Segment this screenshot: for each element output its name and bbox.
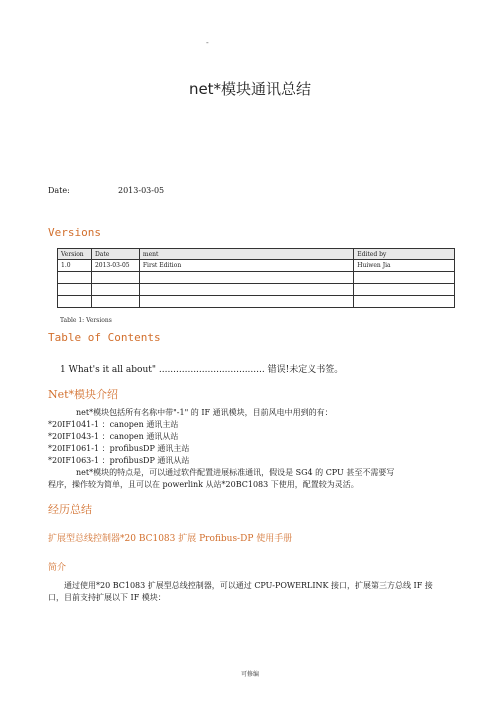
manual-heading: 扩展型总线控制器*20 BC1083 扩展 Profibus-DP 使用手册 xyxy=(48,534,293,544)
module-list-item: *20IF1043-1 ：canopen 通讯从站 xyxy=(48,432,179,441)
toc-heading: Table of Contents xyxy=(48,331,161,344)
versions-table xyxy=(57,248,455,308)
header-dot: - xyxy=(206,38,209,47)
table-cell xyxy=(139,296,353,308)
paragraph-line: net*模块的特点是，可以通过软件配置进展标准通讯，假设是 SG4 的 CPU 甚至不需要写 xyxy=(76,468,395,477)
paragraph-line: net*模块包括所有名称中带"-1" 的 IF 通讯模块，目前风电中用到的有： xyxy=(76,408,333,417)
table-header-cell: ment xyxy=(139,249,353,260)
table-row xyxy=(58,296,455,308)
table-row xyxy=(58,260,455,272)
table-cell xyxy=(91,272,139,284)
table-cell: 1.0 xyxy=(58,260,92,272)
table-cell xyxy=(91,296,139,308)
table-cell xyxy=(139,284,353,296)
table-cell xyxy=(58,272,92,284)
toc-entry[interactable]: 1 What's it all about" ..................................... 错误!未定义书签。 xyxy=(60,365,344,375)
table-header-row xyxy=(58,249,455,260)
table-cell xyxy=(139,272,353,284)
paragraph-line: 通过使用*20 BC1083 扩展型总线控制器，可以通过 CPU-POWERLINK 接口，扩展第三方总线 IF 接 xyxy=(64,581,433,590)
table-caption: Table 1: Versions xyxy=(60,317,112,324)
module-list-item: *20IF1063-1 ：profibusDP 通讯从站 xyxy=(48,456,190,465)
table-cell xyxy=(354,296,455,308)
table-header-cell: Date xyxy=(91,249,139,260)
footer-text: 可修编 xyxy=(240,671,259,678)
table-cell xyxy=(58,284,92,296)
table-cell xyxy=(354,272,455,284)
table-cell xyxy=(91,284,139,296)
date-label: Date: xyxy=(48,186,70,195)
table-cell xyxy=(58,296,92,308)
table-cell: 2013-03-05 xyxy=(91,260,139,272)
paragraph-line: 口，目前支持扩展以下 IF 模块： xyxy=(48,593,166,602)
table-cell xyxy=(354,284,455,296)
table-header-cell: Edited by xyxy=(354,249,455,260)
date-value: 2013-03-05 xyxy=(118,186,165,195)
net-intro-heading: Net*模块介绍 xyxy=(48,388,119,401)
module-list-item: *20IF1061-1 ：profibusDP 通讯主站 xyxy=(48,444,190,453)
table-header-cell: Version xyxy=(58,249,92,260)
intro-heading: 简介 xyxy=(48,563,67,573)
table-row xyxy=(58,284,455,296)
versions-heading: Versions xyxy=(48,226,101,239)
paragraph-line: 程序，操作较为简单，且可以在 powerlink 从站*20BC1083 下使用，配置较为灵活。 xyxy=(48,480,359,489)
table-row xyxy=(58,272,455,284)
table-cell: First Edition xyxy=(139,260,353,272)
table-cell: Huiwen Jia xyxy=(354,260,455,272)
summary-heading: 经历总结 xyxy=(48,503,92,516)
module-list-item: *20IF1041-1 ：canopen 通讯主站 xyxy=(48,420,179,429)
document-title: net*模块通讯总结 xyxy=(188,80,312,98)
